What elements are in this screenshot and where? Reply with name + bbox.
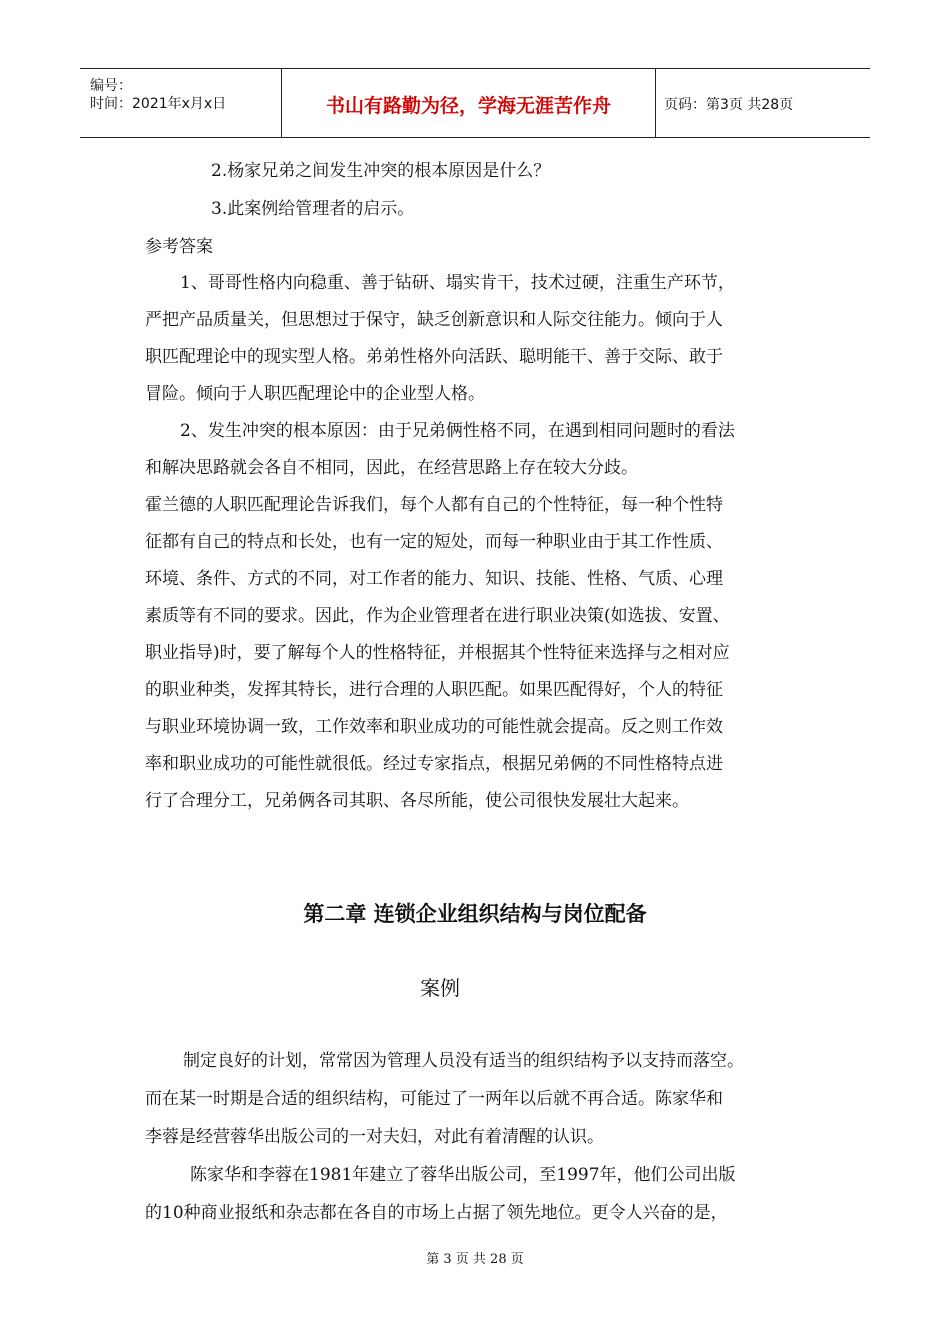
paragraph-line: 职业指导)时，要了解每个人的性格特征，并根据其个性特征来选择与之相对应 xyxy=(145,643,730,663)
case-paragraph-line: 的10种商业报纸和杂志都在各自的市场上占据了领先地位。更令人兴奋的是， xyxy=(145,1203,728,1223)
header-meta-cell xyxy=(80,69,282,137)
header-page-cell xyxy=(656,69,870,137)
paragraph-line: 率和职业成功的可能性就很低。经过专家指点，根据兄弟俩的不同性格特点进 xyxy=(145,754,723,774)
case-paragraph-line: 陈家华和李蓉在1981年建立了蓉华出版公司，至1997年，他们公司出版 xyxy=(190,1165,736,1185)
paragraph-line: 的职业种类，发挥其特长，进行合理的人职匹配。如果匹配得好，个人的特征 xyxy=(145,680,723,700)
paragraph-line: 冒险。倾向于人职匹配理论中的企业型人格。 xyxy=(145,384,485,404)
header-motto: 书山有路勤为径，学海无涯苦作舟 xyxy=(325,95,611,117)
question-2: 2.杨家兄弟之间发生冲突的根本原因是什么？ xyxy=(211,161,551,181)
case-paragraph-line: 李蓉是经营蓉华出版公司的一对夫妇，对此有着清醒的认识。 xyxy=(145,1127,604,1147)
paragraph-line: 1、哥哥性格内向稳重、善于钻研、塌实肯干，技术过硬，注重生产环节， xyxy=(180,273,735,293)
case-title: 案例 xyxy=(420,976,460,1000)
paragraph-line: 素质等有不同的要求。因此，作为企业管理者在进行职业决策(如选拔、安置、 xyxy=(145,606,730,626)
time-label: 时间：2021年x月x日 xyxy=(90,96,227,112)
paragraph-line: 职匹配理论中的现实型人格。弟弟性格外向活跃、聪明能干、善于交际、敢于 xyxy=(145,347,723,367)
case-paragraph-line: 制定良好的计划，常常因为管理人员没有适当的组织结构予以支持而落空。 xyxy=(183,1051,744,1071)
header-motto-cell xyxy=(282,69,656,137)
page-footer: 第 3 页 共 28 页 xyxy=(426,1252,524,1267)
case-paragraph-line: 而在某一时期是合适的组织结构，可能过了一两年以后就不再合适。陈家华和 xyxy=(145,1089,723,1109)
chapter-title: 第二章 连锁企业组织结构与岗位配备 xyxy=(303,902,647,926)
question-3: 3.此案例给管理者的启示。 xyxy=(211,199,415,219)
serial-label: 编号： xyxy=(90,78,132,94)
paragraph-line: 环境、条件、方式的不同，对工作者的能力、知识、技能、性格、气质、心理 xyxy=(145,569,723,589)
answer-heading: 参考答案 xyxy=(145,237,213,257)
page-header xyxy=(80,68,870,138)
paragraph-line: 严把产品质量关，但思想过于保守，缺乏创新意识和人际交往能力。倾向于人 xyxy=(145,310,723,330)
paragraph-line: 征都有自己的特点和长处，也有一定的短处，而每一种职业由于其工作性质、 xyxy=(145,532,723,552)
paragraph-line: 与职业环境协调一致，工作效率和职业成功的可能性就会提高。反之则工作效 xyxy=(145,717,723,737)
paragraph-line: 和解决思路就会各自不相同，因此，在经营思路上存在较大分歧。 xyxy=(145,458,638,478)
paragraph-line: 霍兰德的人职匹配理论告诉我们，每个人都有自己的个性特征，每一种个性特 xyxy=(145,495,723,515)
header-page-info: 页码：第3页 共28页 xyxy=(664,97,794,113)
paragraph-line: 2、发生冲突的根本原因：由于兄弟俩性格不同，在遇到相同问题时的看法 xyxy=(180,421,735,441)
paragraph-line: 行了合理分工，兄弟俩各司其职、各尽所能，使公司很快发展壮大起来。 xyxy=(145,791,689,811)
